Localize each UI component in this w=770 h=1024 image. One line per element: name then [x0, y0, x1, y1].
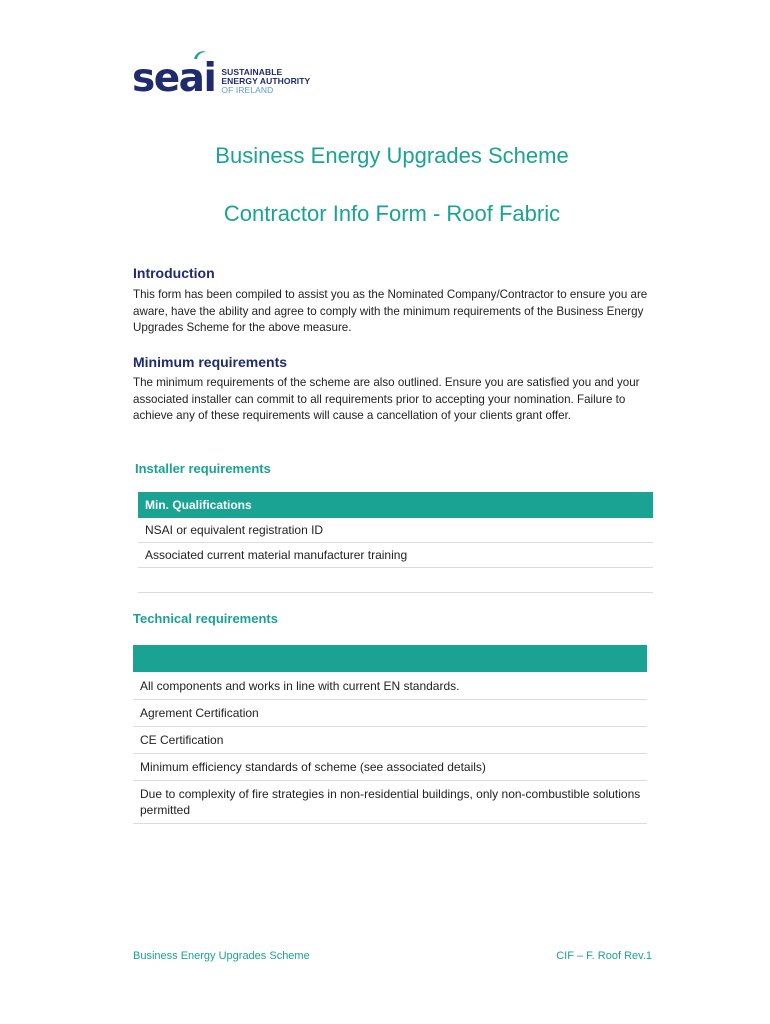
table-row: All components and works in line with current EN standards.: [133, 673, 647, 700]
logo-line-1: SUSTAINABLE: [221, 67, 283, 77]
logo-line-2: ENERGY AUTHORITY: [221, 76, 311, 86]
logo-swoosh-icon: [193, 50, 207, 60]
table-row: CE Certification: [133, 727, 647, 754]
table-row: Minimum efficiency standards of scheme (see associated details): [133, 754, 647, 781]
installer-requirements-heading: Installer requirements: [135, 461, 271, 476]
introduction-text: This form has been compiled to assist you as the Nominated Company/Contractor to ensure you are aware, have the ability and agree to comply with the minimum requirements of the Business Energy Upgrades Scheme for the above measure.: [133, 288, 648, 334]
logo-wordmark: seai: [132, 56, 216, 101]
logo-line-3: OF IRELAND: [221, 85, 274, 95]
table-header: Min. Qualifications: [138, 492, 653, 518]
document-title: Business Energy Upgrades Scheme: [215, 143, 569, 168]
logo-text: [221, 68, 310, 95]
installer-requirements-table: [138, 492, 653, 593]
technical-requirements-table: [133, 645, 647, 824]
table-row: Associated current material manufacturer training: [138, 543, 653, 568]
minimum-requirements-heading: Minimum requirements: [133, 354, 288, 370]
footer-revision: CIF – F. Roof Rev.1: [556, 950, 652, 962]
table-row: NSAI or equivalent registration ID: [138, 518, 653, 543]
table-row: Due to complexity of fire strategies in non-residential buildings, only non-combustible solutions permitted: [133, 781, 647, 824]
seai-logo: [132, 50, 311, 101]
introduction-heading: Introduction: [133, 265, 215, 281]
footer-scheme-name: Business Energy Upgrades Scheme: [133, 950, 310, 962]
minimum-requirements-text: The minimum requirements of the scheme are also outlined. Ensure you are satisfied you and your associated installer can commit to all requirements prior to accepting your nomination. Failure to achieve any of these requirements will cause a cancellation of your clients grant offer.: [133, 376, 640, 422]
table-header: [133, 645, 647, 672]
technical-requirements-heading: Technical requirements: [133, 611, 278, 626]
table-row: Agrement Certification: [133, 700, 647, 727]
document-subtitle: Contractor Info Form - Roof Fabric: [223, 201, 561, 226]
table-row: [138, 568, 653, 593]
